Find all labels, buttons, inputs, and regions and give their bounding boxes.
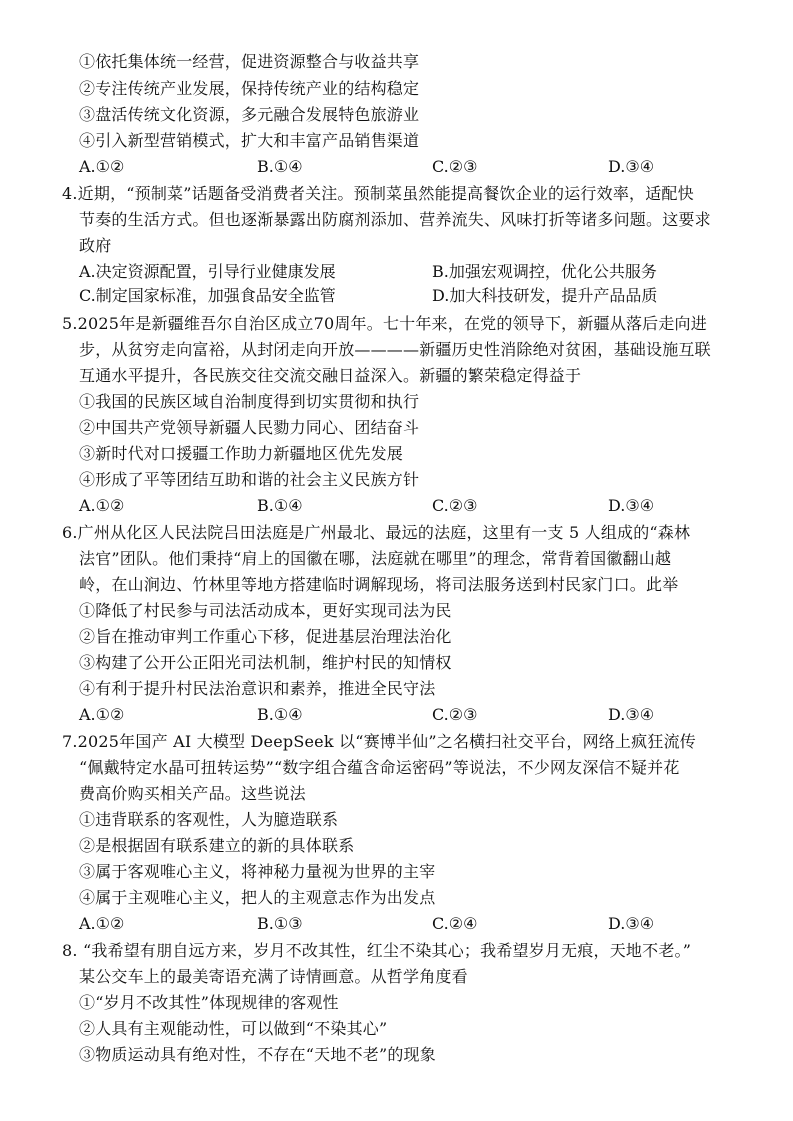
q4-stem-line-2: 节奏的生活方式。但也逐渐暴露出防腐剂添加、营养流失、风味打折等诸多问题。这要求 xyxy=(79,210,711,229)
q3-item-3: ③盘活传统文化资源，多元融合发展特色旅游业 xyxy=(79,105,420,124)
q5-item-4: ④形成了平等团结互助和谐的社会主义民族方针 xyxy=(79,470,420,489)
q6-option-b: B.①④ xyxy=(257,705,303,724)
q4-option-b: B.加强宏观调控，优化公共服务 xyxy=(432,262,657,281)
q8-item-1: ①“岁月不改其性”体现规律的客观性 xyxy=(79,993,339,1012)
q7-item-3: ③属于客观唯心主义，将神秘力量视为世界的主宰 xyxy=(79,862,436,881)
q5-item-3: ③新时代对口援疆工作助力新疆地区优先发展 xyxy=(79,444,404,463)
q6-stem-line-1: 6.广州从化区人民法院吕田法庭是广州最北、最远的法庭，这里有一支 5 人组成的“森林 xyxy=(62,523,691,542)
q7-stem-line-1: 7.2025年国产 AI 大模型 DeepSeek 以“赛博半仙”之名横扫社交平台，网络上疯狂流传 xyxy=(62,732,696,751)
q8-stem-line-1: 8. “我希望有朋自远方来，岁月不改其性，红尘不染其心；我希望岁月无痕，天地不老。” xyxy=(62,941,692,960)
q7-stem-line-2: “佩戴特定水晶可扭转运势”“数字组合蕴含命运密码”等说法，不少网友深信不疑并花 xyxy=(79,758,680,777)
q8-item-3: ③物质运动具有绝对性，不存在“天地不老”的现象 xyxy=(79,1045,436,1064)
q7-option-a: A.①② xyxy=(79,914,125,933)
q3-item-4: ④引入新型营销模式，扩大和丰富产品销售渠道 xyxy=(79,131,420,150)
q5-option-d: D.③④ xyxy=(608,496,655,515)
q6-item-1: ①降低了村民参与司法活动成本，更好实现司法为民 xyxy=(79,601,452,620)
q6-item-3: ③构建了公开公正阳光司法机制，维护村民的知情权 xyxy=(79,653,452,672)
q7-item-4: ④属于主观唯心主义，把人的主观意志作为出发点 xyxy=(79,888,436,907)
q7-stem-line-3: 费高价购买相关产品。这些说法 xyxy=(79,784,306,803)
q5-option-c: C.②③ xyxy=(432,496,478,515)
q7-option-b: B.①③ xyxy=(257,914,303,933)
q7-item-2: ②是根据固有联系建立的新的具体联系 xyxy=(79,836,355,855)
q8-item-2: ②人具有主观能动性，可以做到“不染其心” xyxy=(79,1019,388,1038)
q3-option-d: D.③④ xyxy=(608,157,655,176)
q6-item-2: ②旨在推动审判工作重心下移，促进基层治理法治化 xyxy=(79,627,452,646)
q5-item-1: ①我国的民族区域自治制度得到切实贯彻和执行 xyxy=(79,392,420,411)
q8-stem-line-2: 某公交车上的最美寄语充满了诗情画意。从哲学角度看 xyxy=(79,967,468,986)
q6-option-a: A.①② xyxy=(79,705,125,724)
q6-stem-line-2: 法官”团队。他们秉持“肩上的国徽在哪，法庭就在哪里”的理念，常背着国徽翻山越 xyxy=(79,549,672,568)
q7-item-1: ①违背联系的客观性，人为臆造联系 xyxy=(79,810,339,829)
q4-stem-line-1: 4.近期，“预制菜”话题备受消费者关注。预制菜虽然能提高餐饮企业的运行效率，适配快 xyxy=(62,184,694,203)
q7-option-c: C.②④ xyxy=(432,914,478,933)
q5-item-2: ②中国共产党领导新疆人民勠力同心、团结奋斗 xyxy=(79,418,420,437)
q5-stem-line-1: 5.2025年是新疆维吾尔自治区成立70周年。七十年来，在党的领导下，新疆从落后走向进 xyxy=(62,314,707,333)
q3-option-b: B.①④ xyxy=(257,157,303,176)
q5-stem-line-3: 互通水平提升，各民族交往交流交融日益深入。新疆的繁荣稳定得益于 xyxy=(79,366,582,385)
q4-stem-line-3: 政府 xyxy=(79,236,112,255)
q6-option-d: D.③④ xyxy=(608,705,655,724)
q6-option-c: C.②③ xyxy=(432,705,478,724)
q4-option-c: C.制定国家标准，加强食品安全监管 xyxy=(79,286,336,305)
q5-option-a: A.①② xyxy=(79,496,125,515)
q6-item-4: ④有利于提升村民法治意识和素养，推进全民守法 xyxy=(79,679,436,698)
q3-option-a: A.①② xyxy=(79,157,125,176)
q7-option-d: D.③④ xyxy=(608,914,655,933)
q5-option-b: B.①④ xyxy=(257,496,303,515)
q3-item-1: ①依托集体统一经营，促进资源整合与收益共享 xyxy=(79,52,420,71)
q4-option-a: A.决定资源配置，引导行业健康发展 xyxy=(79,262,336,281)
q4-option-d: D.加大科技研发，提升产品品质 xyxy=(432,286,658,305)
q3-option-c: C.②③ xyxy=(432,157,478,176)
q5-stem-line-2: 步，从贫穷走向富裕，从封闭走向开放————新疆历史性消除绝对贫困，基础设施互联 xyxy=(79,340,711,359)
q3-item-2: ②专注传统产业发展，保持传统产业的结构稳定 xyxy=(79,79,420,98)
q6-stem-line-3: 岭，在山涧边、竹林里等地方搭建临时调解现场，将司法服务送到村民家门口。此举 xyxy=(79,575,679,594)
